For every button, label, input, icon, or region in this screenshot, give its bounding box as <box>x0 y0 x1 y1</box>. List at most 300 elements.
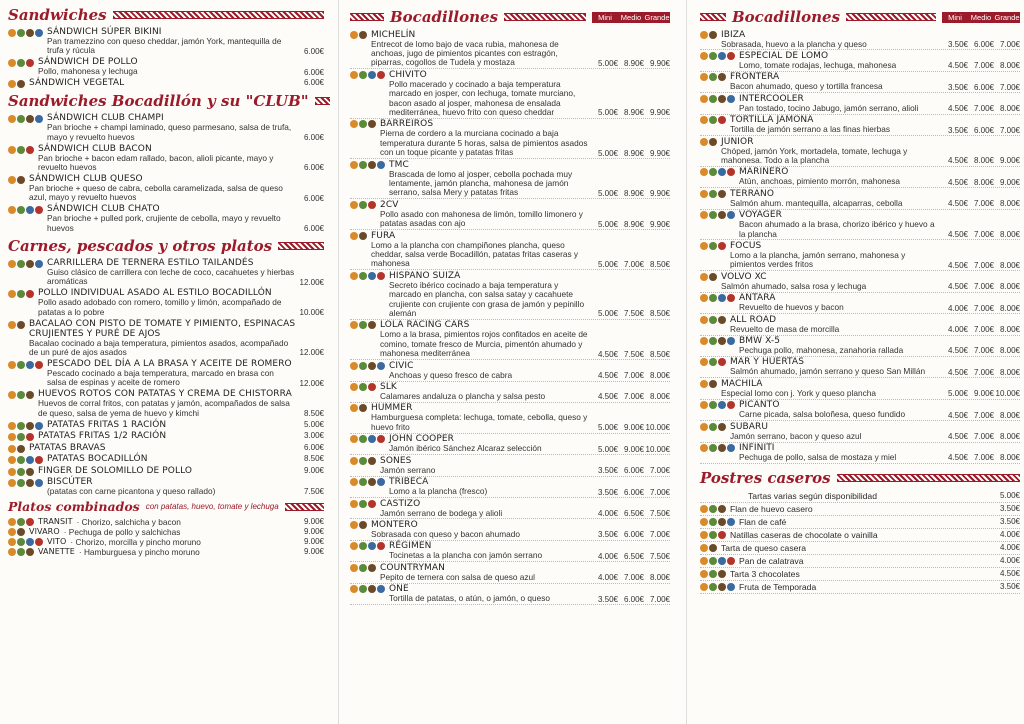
menu-item-name: HUMMER <box>371 403 413 414</box>
allergen-icon <box>17 518 25 526</box>
menu-item-body <box>739 94 938 113</box>
section-title: Sandwiches Bocadillón y su "CLUB" <box>8 92 309 111</box>
dessert-name: Flan de café <box>739 516 787 527</box>
menu-item-prices <box>592 423 670 432</box>
allergen-icon <box>350 71 358 79</box>
menu-item-name: RÉGIMEN <box>389 541 432 552</box>
allergen-icon <box>718 116 726 124</box>
allergen-icon <box>17 479 25 487</box>
allergen-icon <box>727 557 735 565</box>
price-medio: 8.90€ <box>623 188 644 198</box>
menu-item-body <box>47 204 324 233</box>
menu-item <box>700 240 1020 271</box>
allergen-icons <box>350 201 376 209</box>
menu-item <box>350 455 670 476</box>
allergen-icons <box>8 290 34 298</box>
allergen-icon <box>26 468 34 476</box>
allergen-icon <box>359 272 367 280</box>
price-grande: 7.00€ <box>999 125 1020 135</box>
allergen-icon <box>8 146 16 154</box>
menu-item-prices <box>592 392 670 401</box>
price-medio: 9.00€ <box>623 423 644 433</box>
menu-item <box>350 519 670 540</box>
menu-item-price: 6.00€ <box>303 133 324 143</box>
menu-item-desc: Lomo a la brasa, pimientos rojos confitados en aceite de comino, tomate fresco de Murcia, pimentón ahumado y mahonesa mediterránea <box>380 329 588 359</box>
price-grande: 8.00€ <box>649 392 670 402</box>
price-medio: 8.00€ <box>973 177 994 187</box>
menu-item-name: BMW X-5 <box>739 336 781 346</box>
section-title: Bocadillones <box>390 8 499 26</box>
menu-item-prices <box>592 509 670 518</box>
price-mini: 3.50€ <box>597 530 618 540</box>
menu-item <box>700 357 1020 378</box>
menu-item-line <box>47 420 324 430</box>
allergen-icon <box>17 290 25 298</box>
allergen-icon <box>359 435 367 443</box>
allergen-icon <box>700 73 708 81</box>
menu-item-prices <box>942 83 1020 92</box>
menu-item <box>8 204 324 233</box>
allergen-icon <box>350 232 358 240</box>
menu-item-desc: Bacalao cocinado a baja temperatura, pimientos asados, acompañado de un puré de ajos asados <box>29 337 289 357</box>
price-mini: 4.50€ <box>947 199 968 209</box>
menu-item <box>8 420 324 430</box>
allergen-icon <box>17 361 25 369</box>
menu-item <box>8 431 324 441</box>
price-mini: 4.50€ <box>947 156 968 166</box>
allergen-icon <box>727 583 735 591</box>
menu-item-name: HUEVOS ROTOS CON PATATAS Y CREMA DE CHISTORRA <box>38 389 292 400</box>
decorative-band <box>113 11 324 19</box>
allergen-icon <box>8 115 16 123</box>
menu-item-line <box>47 268 324 287</box>
price-medio: 7.00€ <box>973 453 994 463</box>
allergen-icon <box>26 290 34 298</box>
menu-item-name: TORTILLA JAMONA <box>730 115 814 126</box>
right-column <box>696 0 1024 724</box>
menu-item <box>8 547 324 557</box>
price-medio: 6.00€ <box>623 530 644 540</box>
menu-item-desc: Brascada de lomo al josper, cebolla pochada muy lentamente, jamón plancha, mahonesa de jamón serrano, salsa Mery y patatas fritas <box>389 168 573 198</box>
allergen-icon <box>727 337 735 345</box>
allergen-icon <box>26 146 34 154</box>
menu-item-name: SONES <box>380 455 412 466</box>
price-medio: 7.00€ <box>973 229 994 239</box>
menu-item-name: VIVARO <box>29 527 60 537</box>
allergen-icon <box>700 242 708 250</box>
menu-item <box>8 389 324 418</box>
menu-item-name: SLK <box>380 382 397 393</box>
menu-item-name: SÁNDWICH DE POLLO <box>38 57 138 68</box>
menu-item-price: 6.00€ <box>303 78 324 88</box>
price-medio: 6.50€ <box>623 508 644 518</box>
menu-item-body <box>38 144 324 173</box>
menu-item-desc: Pechuga de pollo, salsa de mostaza y miel <box>739 452 897 463</box>
menu-item <box>350 230 670 270</box>
allergen-icons <box>8 80 25 88</box>
menu-item <box>350 119 670 159</box>
menu-item-line <box>29 78 324 88</box>
menu-item-price: 6.00€ <box>303 442 324 452</box>
dessert-item <box>700 529 1020 542</box>
spacer <box>196 466 300 476</box>
allergen-icons <box>700 95 735 103</box>
menu-item-name: SÁNDWICH CLUB CHAMPI <box>47 113 164 124</box>
allergen-icon <box>8 290 16 298</box>
menu-item-line <box>38 466 324 476</box>
dessert-name: Flan de huevo casero <box>730 503 813 514</box>
menu-item-name: PATATAS BRAVAS <box>29 442 106 453</box>
price-mini: 4.50€ <box>947 229 968 239</box>
dessert-price: 4.00€ <box>999 556 1020 566</box>
menu-item-name: SÁNDWICH CLUB BACON <box>38 143 152 154</box>
allergen-icon <box>8 391 16 399</box>
menu-item-name: MARINERO <box>739 167 789 178</box>
allergen-icons <box>700 116 726 124</box>
menu-item <box>700 136 1020 167</box>
allergen-icon <box>17 548 25 556</box>
allergen-icon <box>377 71 385 79</box>
price-mini: 3.50€ <box>597 594 618 604</box>
menu-item <box>700 336 1020 357</box>
price-mini: 5.00€ <box>597 219 618 229</box>
menu-item <box>8 443 324 453</box>
price-grande: 9.90€ <box>649 58 670 68</box>
menu-item-desc: Huevos de corral fritos, con patatas y jamón, acompañados de salsa de queso, salsa de yema de huevo y kimchi <box>38 398 290 418</box>
dessert-item <box>700 581 1020 594</box>
menu-item-name: ALL ROAD <box>730 314 777 325</box>
menu-item-desc: Salmón ahumado, jamón serrano y queso San Millán <box>730 366 926 377</box>
menu-item <box>350 69 670 119</box>
allergen-icon <box>35 29 43 37</box>
allergen-icon <box>709 505 717 513</box>
menu-item-name: 2CV <box>380 199 399 210</box>
dessert-item <box>700 503 1020 516</box>
price-grande: 7.00€ <box>649 530 670 540</box>
allergen-icon <box>26 391 34 399</box>
menu-item-body <box>389 361 588 380</box>
allergen-icon <box>359 585 367 593</box>
allergen-icon <box>26 206 34 214</box>
menu-item-name: VOYAGER <box>739 210 783 221</box>
allergen-icon <box>377 161 385 169</box>
menu-item-prices <box>592 350 670 359</box>
price-mini: 5.00€ <box>597 58 618 68</box>
price-grande: 8.00€ <box>999 453 1020 463</box>
decorative-band <box>285 503 324 511</box>
column-divider <box>686 0 687 724</box>
allergen-icons <box>700 242 726 250</box>
section-title: Platos combinados <box>8 499 140 515</box>
price-grande: 8.00€ <box>999 432 1020 442</box>
price-medio: 8.90€ <box>623 58 644 68</box>
dessert-name: Tartas varias según disponibilidad <box>748 490 877 501</box>
menu-item-body <box>739 167 938 186</box>
price-mini: 3.50€ <box>597 466 618 476</box>
price-mini: 3.50€ <box>947 82 968 92</box>
menu-item <box>700 29 1020 50</box>
menu-item-prices <box>942 126 1020 135</box>
allergen-icon <box>8 479 16 487</box>
price-medio: 7.00€ <box>623 371 644 381</box>
menu-item-name: JOHN COOPER <box>389 434 455 445</box>
dessert-price: 5.00€ <box>999 491 1020 501</box>
price-grande: 9.90€ <box>649 108 670 118</box>
allergen-icon <box>700 273 708 281</box>
allergen-icon <box>350 542 358 550</box>
menu-item-name: JUNIOR <box>721 136 754 147</box>
spacer <box>170 431 300 441</box>
allergen-icons <box>700 294 735 302</box>
allergen-icon <box>727 211 735 219</box>
menu-item <box>8 517 324 527</box>
allergen-icon <box>700 337 708 345</box>
allergen-icons <box>700 138 717 146</box>
price-grande: 10.00€ <box>645 423 670 433</box>
allergen-icons <box>350 71 385 79</box>
menu-item-line <box>38 431 324 441</box>
allergen-icons <box>700 190 726 198</box>
club-header <box>8 92 324 110</box>
allergen-icon <box>709 444 717 452</box>
allergen-icon <box>359 564 367 572</box>
allergen-icon <box>8 422 16 430</box>
postres-header <box>700 469 1020 487</box>
menu-item-desc: Anchoas y queso fresco de cabra <box>389 369 513 380</box>
menu-item <box>350 382 670 403</box>
section-title: Carnes, pescados y otros platos <box>8 236 273 255</box>
section-subtitle: con patatas, huevo, tomate y lechuga <box>145 502 279 512</box>
allergen-icon <box>17 433 25 441</box>
allergen-icon <box>377 272 385 280</box>
allergen-icons <box>700 337 735 345</box>
menu-item-name: TERRANO <box>730 188 774 199</box>
menu-item-name: SÁNDWICH CLUB QUESO <box>29 173 143 184</box>
menu-item-line <box>29 184 324 203</box>
menu-item-body <box>380 499 588 518</box>
allergen-icon <box>727 518 735 526</box>
allergen-icon <box>709 211 717 219</box>
menu-item-body <box>730 357 938 376</box>
menu-item-name: TMC <box>389 159 409 170</box>
allergen-icon <box>700 294 708 302</box>
price-medio: 7.00€ <box>973 199 994 209</box>
allergen-icon <box>26 433 34 441</box>
menu-item-body <box>29 174 324 203</box>
allergen-icon <box>709 583 717 591</box>
menu-item-desc: Pan tramezzino con queso cheddar, jamón York, mantequilla de trufa y rúcula <box>47 36 282 56</box>
dessert-name: Tarta de queso casera <box>721 542 807 553</box>
allergen-icons <box>8 260 43 268</box>
menu-item-body <box>47 420 324 430</box>
allergen-icon <box>718 242 726 250</box>
menu-item-body <box>730 72 938 91</box>
menu-item-price: 6.00€ <box>303 193 324 203</box>
menu-item <box>700 167 1020 188</box>
allergen-icon <box>368 435 376 443</box>
allergen-icon <box>350 321 358 329</box>
price-medio: 7.00€ <box>623 392 644 402</box>
menu-item-prices <box>942 325 1020 334</box>
menu-item-desc: Pollo asado con mahonesa de limón, tomillo limonero y patatas asadas con ajo <box>380 208 583 229</box>
price-grande: 9.90€ <box>649 219 670 229</box>
menu-item-body <box>38 466 324 476</box>
price-mini: 4.50€ <box>947 104 968 114</box>
allergen-icon <box>700 52 708 60</box>
menu-item-name: HISPANO SUIZA <box>389 270 461 281</box>
menu-item-body <box>47 477 324 496</box>
menu-item-desc: Chóped, jamón York, mortadela, tomate, lechuga y mahonesa. Todo a la plancha <box>721 145 908 165</box>
allergen-icon <box>359 161 367 169</box>
menu-item <box>700 443 1020 464</box>
allergen-icons <box>350 362 385 370</box>
price-mini: 4.00€ <box>597 573 618 583</box>
menu-item <box>350 403 670 434</box>
dessert-price: 3.50€ <box>999 517 1020 527</box>
allergen-icon <box>368 120 376 128</box>
allergen-icons <box>8 29 43 37</box>
dessert-price: 4.00€ <box>999 543 1020 553</box>
dessert-item <box>700 542 1020 555</box>
allergen-icons <box>8 479 43 487</box>
menu-item-desc: Salmón ahum. mantequilla, alcaparras, cebolla <box>730 197 903 208</box>
allergen-icon <box>8 468 16 476</box>
menu-item-body <box>380 320 588 358</box>
allergen-icons <box>8 456 43 464</box>
allergen-icon <box>350 272 358 280</box>
menu-item-prices <box>592 530 670 539</box>
price-mini: 4.00€ <box>597 508 618 518</box>
menu-item-price: 6.00€ <box>303 46 324 56</box>
allergen-icons <box>8 518 34 526</box>
menu-item-desc: Tortilla de patatas, o atún, o jamón, o queso <box>389 593 550 604</box>
menu-item-name: ONE <box>389 584 409 595</box>
allergen-icon <box>709 401 717 409</box>
price-medio: 6.00€ <box>973 125 994 135</box>
menu-item-desc: Atún, anchoas, pimiento morrón, mahonesa <box>739 176 900 187</box>
allergen-icon <box>359 120 367 128</box>
allergen-icons <box>700 401 735 409</box>
price-mini: 4.50€ <box>947 367 968 377</box>
allergen-icon <box>700 95 708 103</box>
menu-item-name: SUBARU <box>730 421 769 432</box>
allergen-icon <box>350 478 358 486</box>
menu-item-prices <box>942 368 1020 377</box>
allergen-icon <box>709 337 717 345</box>
allergen-icons <box>8 445 25 453</box>
menu-item-line <box>47 214 324 233</box>
allergen-icon <box>368 362 376 370</box>
left-column <box>0 0 330 724</box>
allergen-icons <box>350 542 385 550</box>
menu-item-body <box>380 563 588 582</box>
menu-item-desc: Especial lomo con j. York y queso plancha <box>721 387 876 398</box>
price-medio: 7.00€ <box>973 367 994 377</box>
menu-item-body <box>739 443 938 462</box>
menu-item-desc: Pepito de ternera con salsa de queso azul <box>380 571 535 582</box>
allergen-icon <box>8 260 16 268</box>
menu-item-body <box>389 541 588 560</box>
decorative-band <box>350 13 384 21</box>
menu-item-price: 9.00€ <box>303 465 324 475</box>
menu-item-price: 5.00€ <box>303 419 324 429</box>
decorative-band <box>837 474 1020 482</box>
allergen-icons <box>8 528 25 536</box>
price-medio: 6.00€ <box>623 487 644 497</box>
menu-item-prices <box>942 178 1020 187</box>
menu-item <box>700 293 1020 314</box>
menu-item <box>350 270 670 320</box>
allergen-icon <box>718 570 726 578</box>
menu-item-name: INFINITI <box>739 443 775 454</box>
allergen-icon <box>8 548 16 556</box>
allergen-icon <box>377 435 385 443</box>
menu-item <box>350 199 670 230</box>
price-grande: 8.00€ <box>999 199 1020 209</box>
size-mini-label: Mini <box>948 12 962 22</box>
combinados-header <box>8 499 324 514</box>
menu-item-body <box>721 379 938 398</box>
menu-item-desc: Salmón ahumado, salsa rosa y lechuga <box>721 280 867 291</box>
allergen-icon <box>17 456 25 464</box>
menu-item <box>8 174 324 203</box>
allergen-icon <box>709 95 717 103</box>
price-mini: 4.00€ <box>947 325 968 334</box>
menu-item-name: FRONTERA <box>730 72 780 83</box>
allergen-icon <box>17 422 25 430</box>
price-mini: 4.50€ <box>947 177 968 187</box>
menu-item <box>8 537 324 547</box>
menu-item-price: 9.00€ <box>303 527 324 537</box>
menu-item-price: 9.00€ <box>303 517 324 527</box>
allergen-icons <box>700 73 726 81</box>
allergen-icon <box>700 190 708 198</box>
menu-item-desc: Bacon ahumado a la brasa, chorizo ibérico y huevo a la plancha <box>739 219 935 239</box>
menu-item-body <box>47 258 324 287</box>
price-grande: 8.00€ <box>999 104 1020 114</box>
menu-item <box>8 454 324 464</box>
price-mini: 4.50€ <box>947 432 968 442</box>
price-mini: 4.50€ <box>597 371 618 381</box>
allergen-icon <box>26 361 34 369</box>
allergen-icons <box>8 433 34 441</box>
allergen-icon <box>700 505 708 513</box>
allergen-icons <box>350 585 385 593</box>
allergen-icon <box>359 500 367 508</box>
menu-item <box>8 113 324 142</box>
allergen-icons <box>350 120 376 128</box>
allergen-icon <box>350 500 358 508</box>
allergen-icons <box>700 316 726 324</box>
allergen-icon <box>709 380 717 388</box>
price-mini: 5.00€ <box>947 389 968 399</box>
menu-item-name: CIVIC <box>389 360 414 371</box>
allergen-icon <box>350 564 358 572</box>
allergen-icon <box>709 316 717 324</box>
allergen-icon <box>709 544 717 552</box>
allergen-icon <box>8 176 16 184</box>
menu-item-price: 12.00€ <box>299 277 324 287</box>
menu-item-prices <box>942 304 1020 313</box>
allergen-icons <box>8 538 43 546</box>
allergen-icons <box>8 391 34 399</box>
menu-item-prices <box>942 346 1020 355</box>
allergen-icon <box>17 468 25 476</box>
menu-item-body <box>389 271 588 319</box>
allergen-icon <box>368 564 376 572</box>
allergen-icon <box>26 548 34 556</box>
postres-list <box>700 490 1020 594</box>
